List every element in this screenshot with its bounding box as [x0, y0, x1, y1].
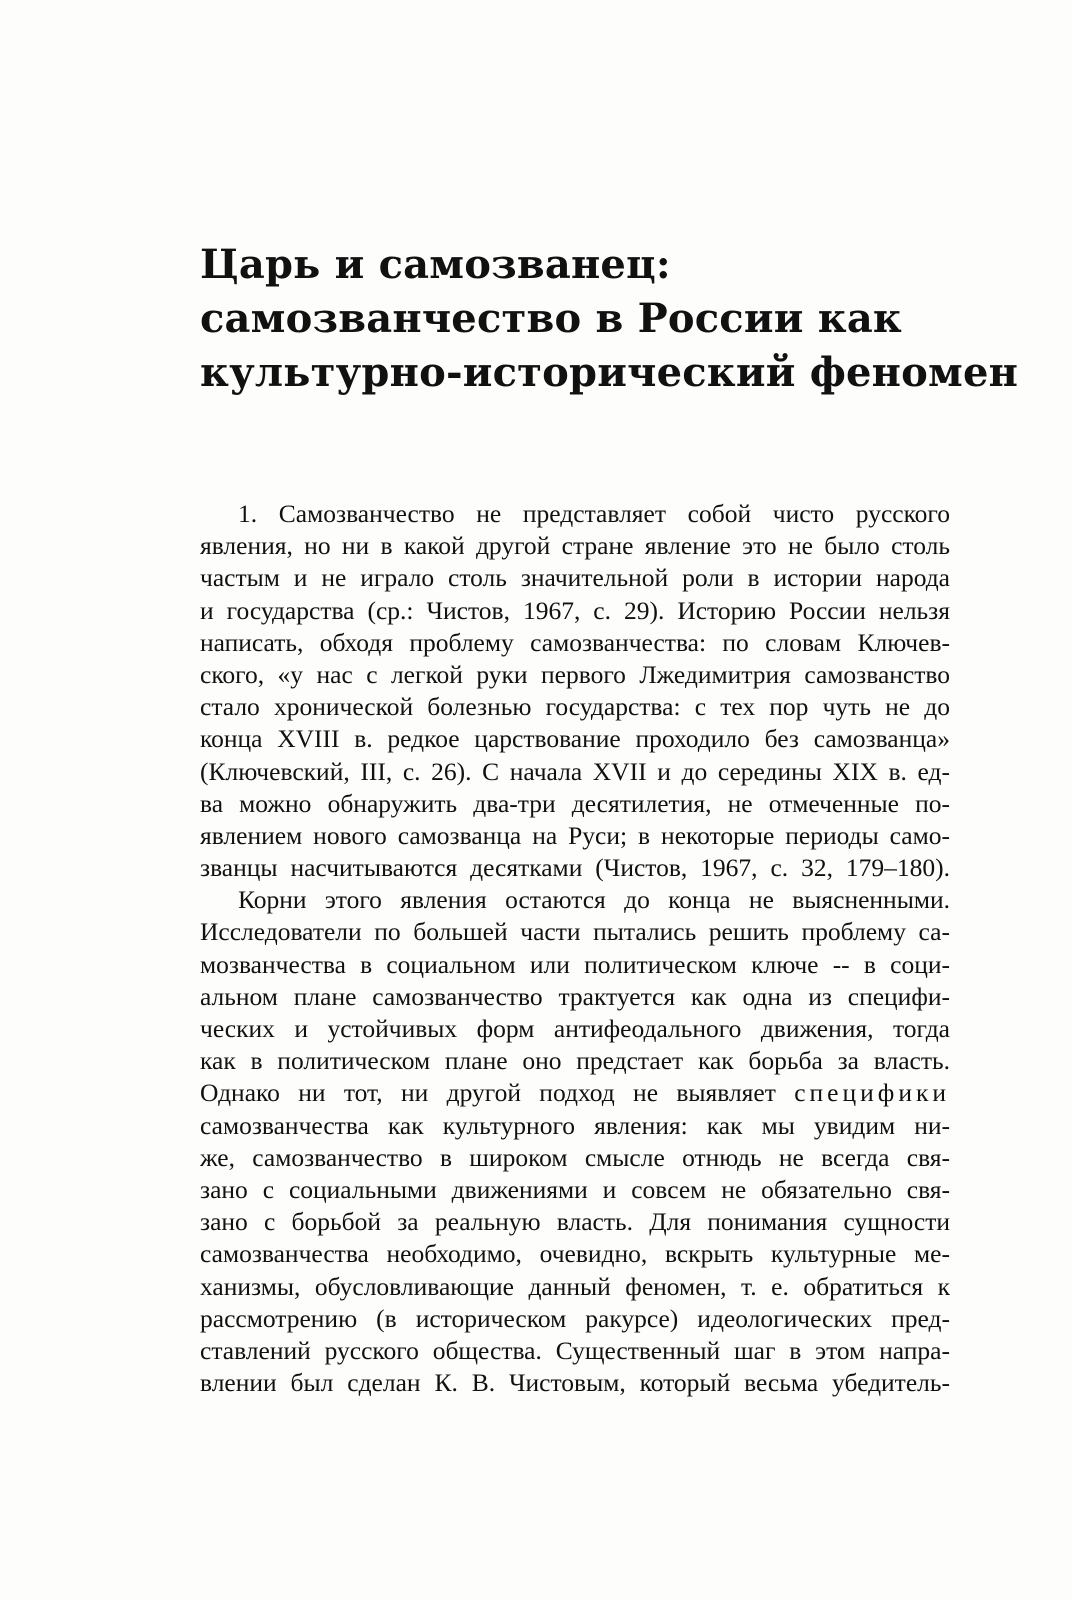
text-line: ва можно обнаружить два-три десятилетия, не отмеченные по- — [200, 788, 950, 818]
text-line: частым и не играло столь значительной роли в истории народа — [200, 563, 950, 593]
text-line: (Ключевский, III, с. 26). С начала XVII и до середины XIX в. ед- — [200, 756, 950, 786]
chapter-title-line: Царь и самозванец: — [200, 241, 671, 288]
text-line: и государства (ср.: Чистов, 1967, с. 29). Историю России нельзя — [200, 595, 950, 625]
paragraph-1 — [200, 498, 950, 884]
spaced-emphasis-word: специфики — [794, 1078, 950, 1108]
text-line: Корни этого явления остаются до конца не выясненными. — [238, 885, 950, 915]
text-line: написать, обходя проблему самозванчества: по словам Ключев- — [200, 627, 950, 657]
text-line: самозванчества как культурного явления: как мы увидим ни- — [200, 1110, 950, 1140]
text-line: зано с социальными движениями и совсем не обязательно свя- — [200, 1174, 950, 1204]
text-line: конца XVIII в. редкое царствование проходило без самозванца» — [200, 724, 950, 754]
text-line: ставлений русского общества. Существенный шаг в этом напра- — [200, 1335, 950, 1365]
text-line: стало хронической болезнью государства: с тех пор чуть не до — [200, 692, 950, 722]
text-line-emphasis — [200, 1077, 950, 1109]
text-line: званцы насчитываются десятками (Чистов, 1967, с. 32, 179–180). — [200, 853, 950, 883]
text-line: как в политическом плане оно предстает как борьба за власть. — [200, 1046, 950, 1076]
text-line: явлением нового самозванца на Руси; в некоторые периоды само- — [200, 820, 950, 850]
text-line: влении был сделан К. В. Чистовым, который весьма убедитель- — [200, 1368, 950, 1398]
text-line: ческих и устойчивых форм антифеодального движения, тогда — [200, 1014, 950, 1043]
text-line: альном плане самозванчество трактуется как одна из специфи- — [200, 981, 950, 1011]
text-line: ского, «у нас с легкой руки первого Лжедимитрия самозванство — [200, 659, 950, 689]
chapter-title-line: культурно-исторический феномен — [200, 349, 1019, 396]
text-line: самозванчества необходимо, очевидно, вскрыть культурные ме- — [200, 1239, 950, 1269]
chapter-title — [200, 238, 1019, 400]
text-line: Исследователи по большей части пытались решить проблему са- — [200, 917, 950, 947]
chapter-body — [200, 498, 950, 1399]
text-line: зано с борьбой за реальную власть. Для понимания сущности — [200, 1207, 950, 1237]
text-line: мозванчества в социальном или политическом ключе -- в соци- — [200, 949, 950, 979]
text-line: 1. Самозванчество не представляет собой чисто русского — [238, 499, 950, 528]
text-fragment: Однако ни тот, ни другой подход не выявляет — [200, 1078, 776, 1108]
chapter-title-line: самозванчество в России как — [200, 295, 903, 342]
text-line: рассмотрению (в историческом ракурсе) идеологических пред- — [200, 1303, 950, 1333]
paragraph-2 — [200, 884, 950, 1399]
text-line: же, самозванчество в широком смысле отнюдь не всегда свя- — [200, 1142, 950, 1172]
text-line: ханизмы, обусловливающие данный феномен, т. е. обратиться к — [200, 1271, 950, 1301]
text-line: явления, но ни в какой другой стране явление это не было столь — [200, 531, 950, 561]
